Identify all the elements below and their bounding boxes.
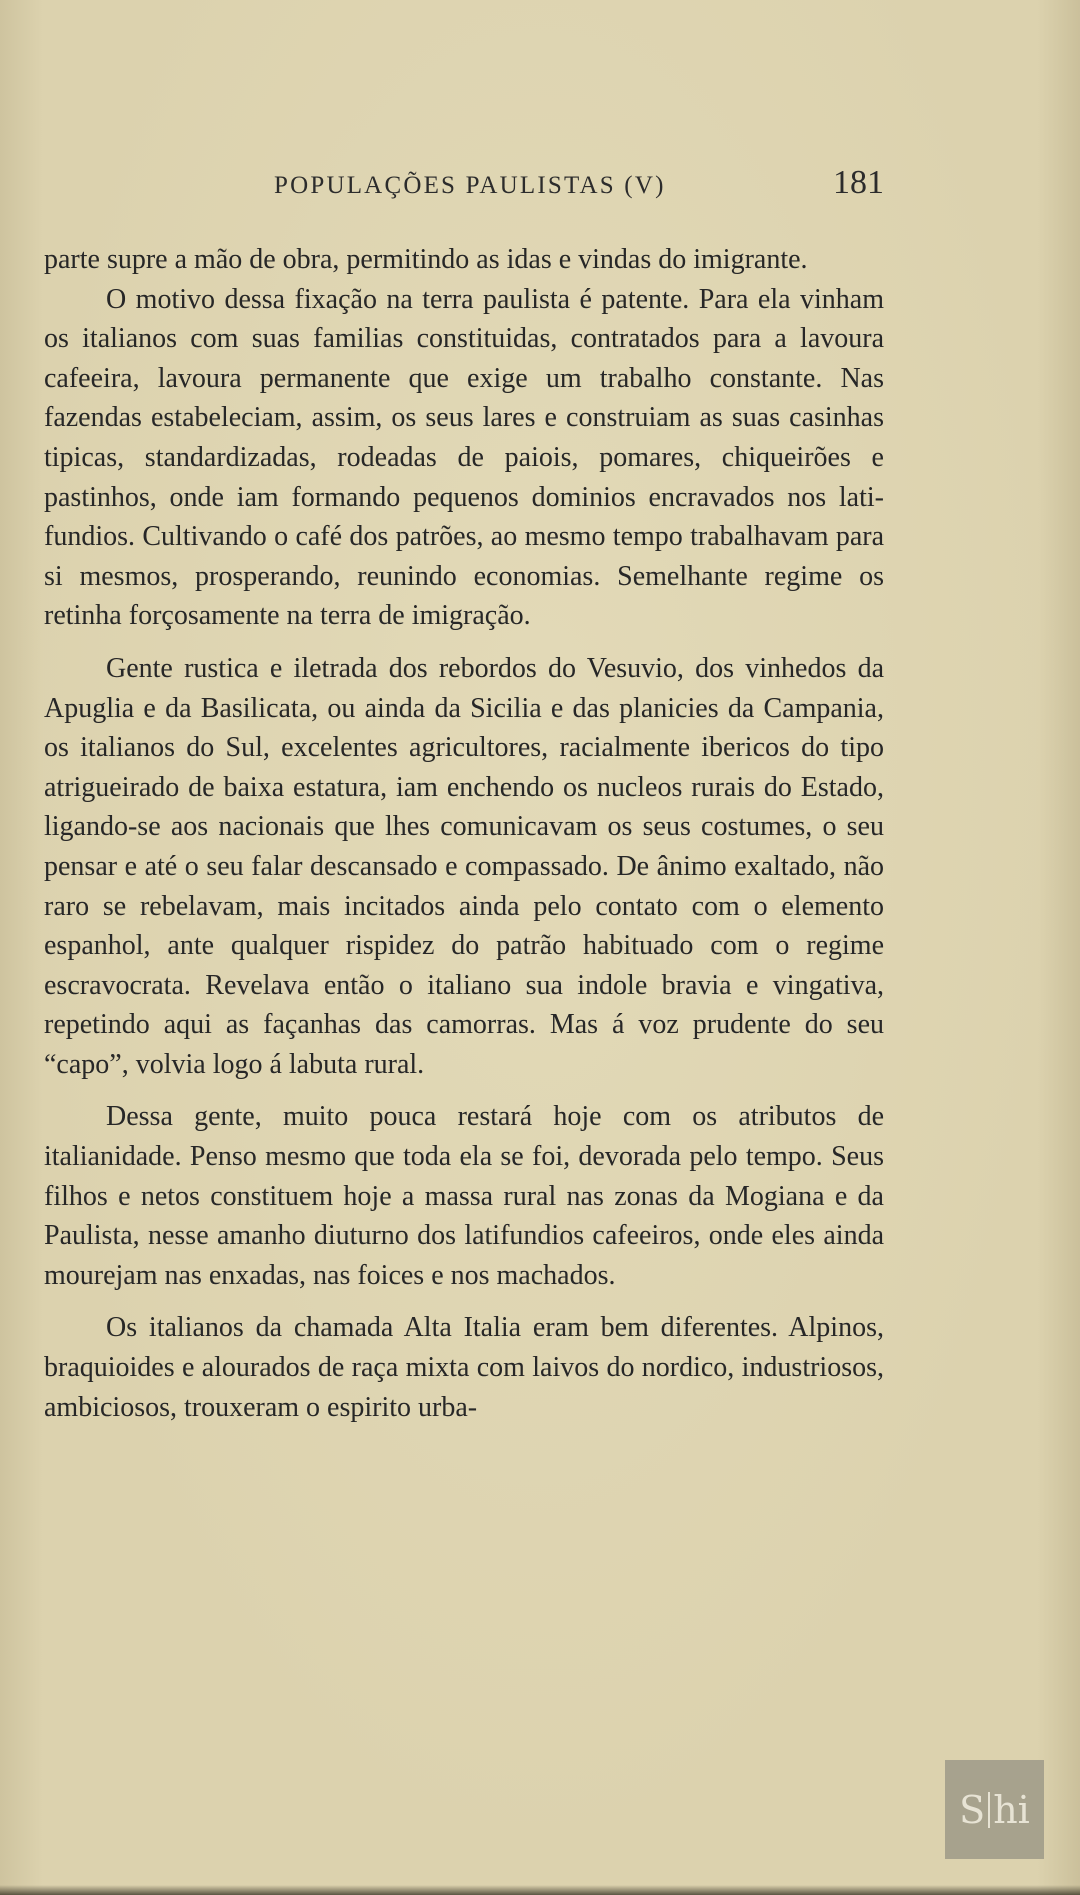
- paragraph-2: O motivo dessa fixação na terra paulista é patente. Para ela vinham os italianos com suas familias constituidas, contratados para a lavoura cafeeira, lavoura permanente que exige um trabalho constante. Nas fazendas estabeleciam, assim, os seus lares e construiam as suas casinhas tipicas, standardizadas, rodeadas de paiois, pomares, chiqueirões e pastinhos, onde iam formando pequenos dominios encravados nos latifundios. Cultivando o café dos patrões, ao mesmo tempo trabalhavam para si mesmos, prosperando, reunindo economias. Semelhante regime os retinha forçosamente na terra de imigração.: [44, 283, 884, 632]
- page-bottom-edge: [0, 1885, 1080, 1895]
- page-number: 181: [833, 164, 884, 201]
- running-head: [44, 164, 884, 208]
- paragraph-1: parte supre a mão de obra, permitindo as idas e vindas do imigrante.: [44, 244, 808, 275]
- stamp-letter-left: S: [959, 1787, 986, 1832]
- paragraph-4: Dessa gente, muito pouca restará hoje com os atributos de italianidade. Penso mesmo que toda ela se foi, devorada pelo tempo. Seus filhos e netos constituem hoje a massa rural nas zonas da Mogiana e da Paulista, nesse amanho diuturno dos latifundios cafeeiros, onde eles ainda mourejam nas enxadas, nas foices e nos machados.: [44, 1101, 884, 1291]
- book-page: [44, 0, 884, 1895]
- stamp-bar-icon: [988, 1792, 990, 1828]
- running-title: POPULAÇÕES PAULISTAS (V): [274, 172, 666, 199]
- paragraph-5: Os italianos da chamada Alta Italia eram bem diferentes. Alpinos, braquioides e alourados de raça mixta com laivos do nordico, industriosos, ambiciosos, trouxeram o espirito urba-: [44, 1312, 884, 1423]
- stamp-letters-right: hi: [993, 1787, 1030, 1832]
- library-stamp: [945, 1760, 1044, 1859]
- paragraph-3: Gente rustica e iletrada dos rebordos do Vesuvio, dos vinhedos da Apuglia e da Basilicata, ou ainda da Sicilia e das planicies da Campania, os italianos do Sul, excelentes agricultores, racialmente ibericos do tipo atrigueirado de baixa estatura, iam enchendo os nucleos rurais do Estado, ligando-se aos nacionais que lhes comunicavam os seus costumes, o seu pensar e até o seu falar descansado e compassado. De ânimo exaltado, não raro se rebelavam, mais incitados ainda pelo contato com o elemento espanhol, ante qualquer rispidez do patrão habituado com o regime escravocrata. Revelava então o italiano sua indole bravia e vingativa, repetindo aqui as façanhas das camorras. Mas á voz prudente do seu “capo”, volvia logo á labuta rural.: [44, 652, 884, 1080]
- body-text: [44, 240, 884, 1427]
